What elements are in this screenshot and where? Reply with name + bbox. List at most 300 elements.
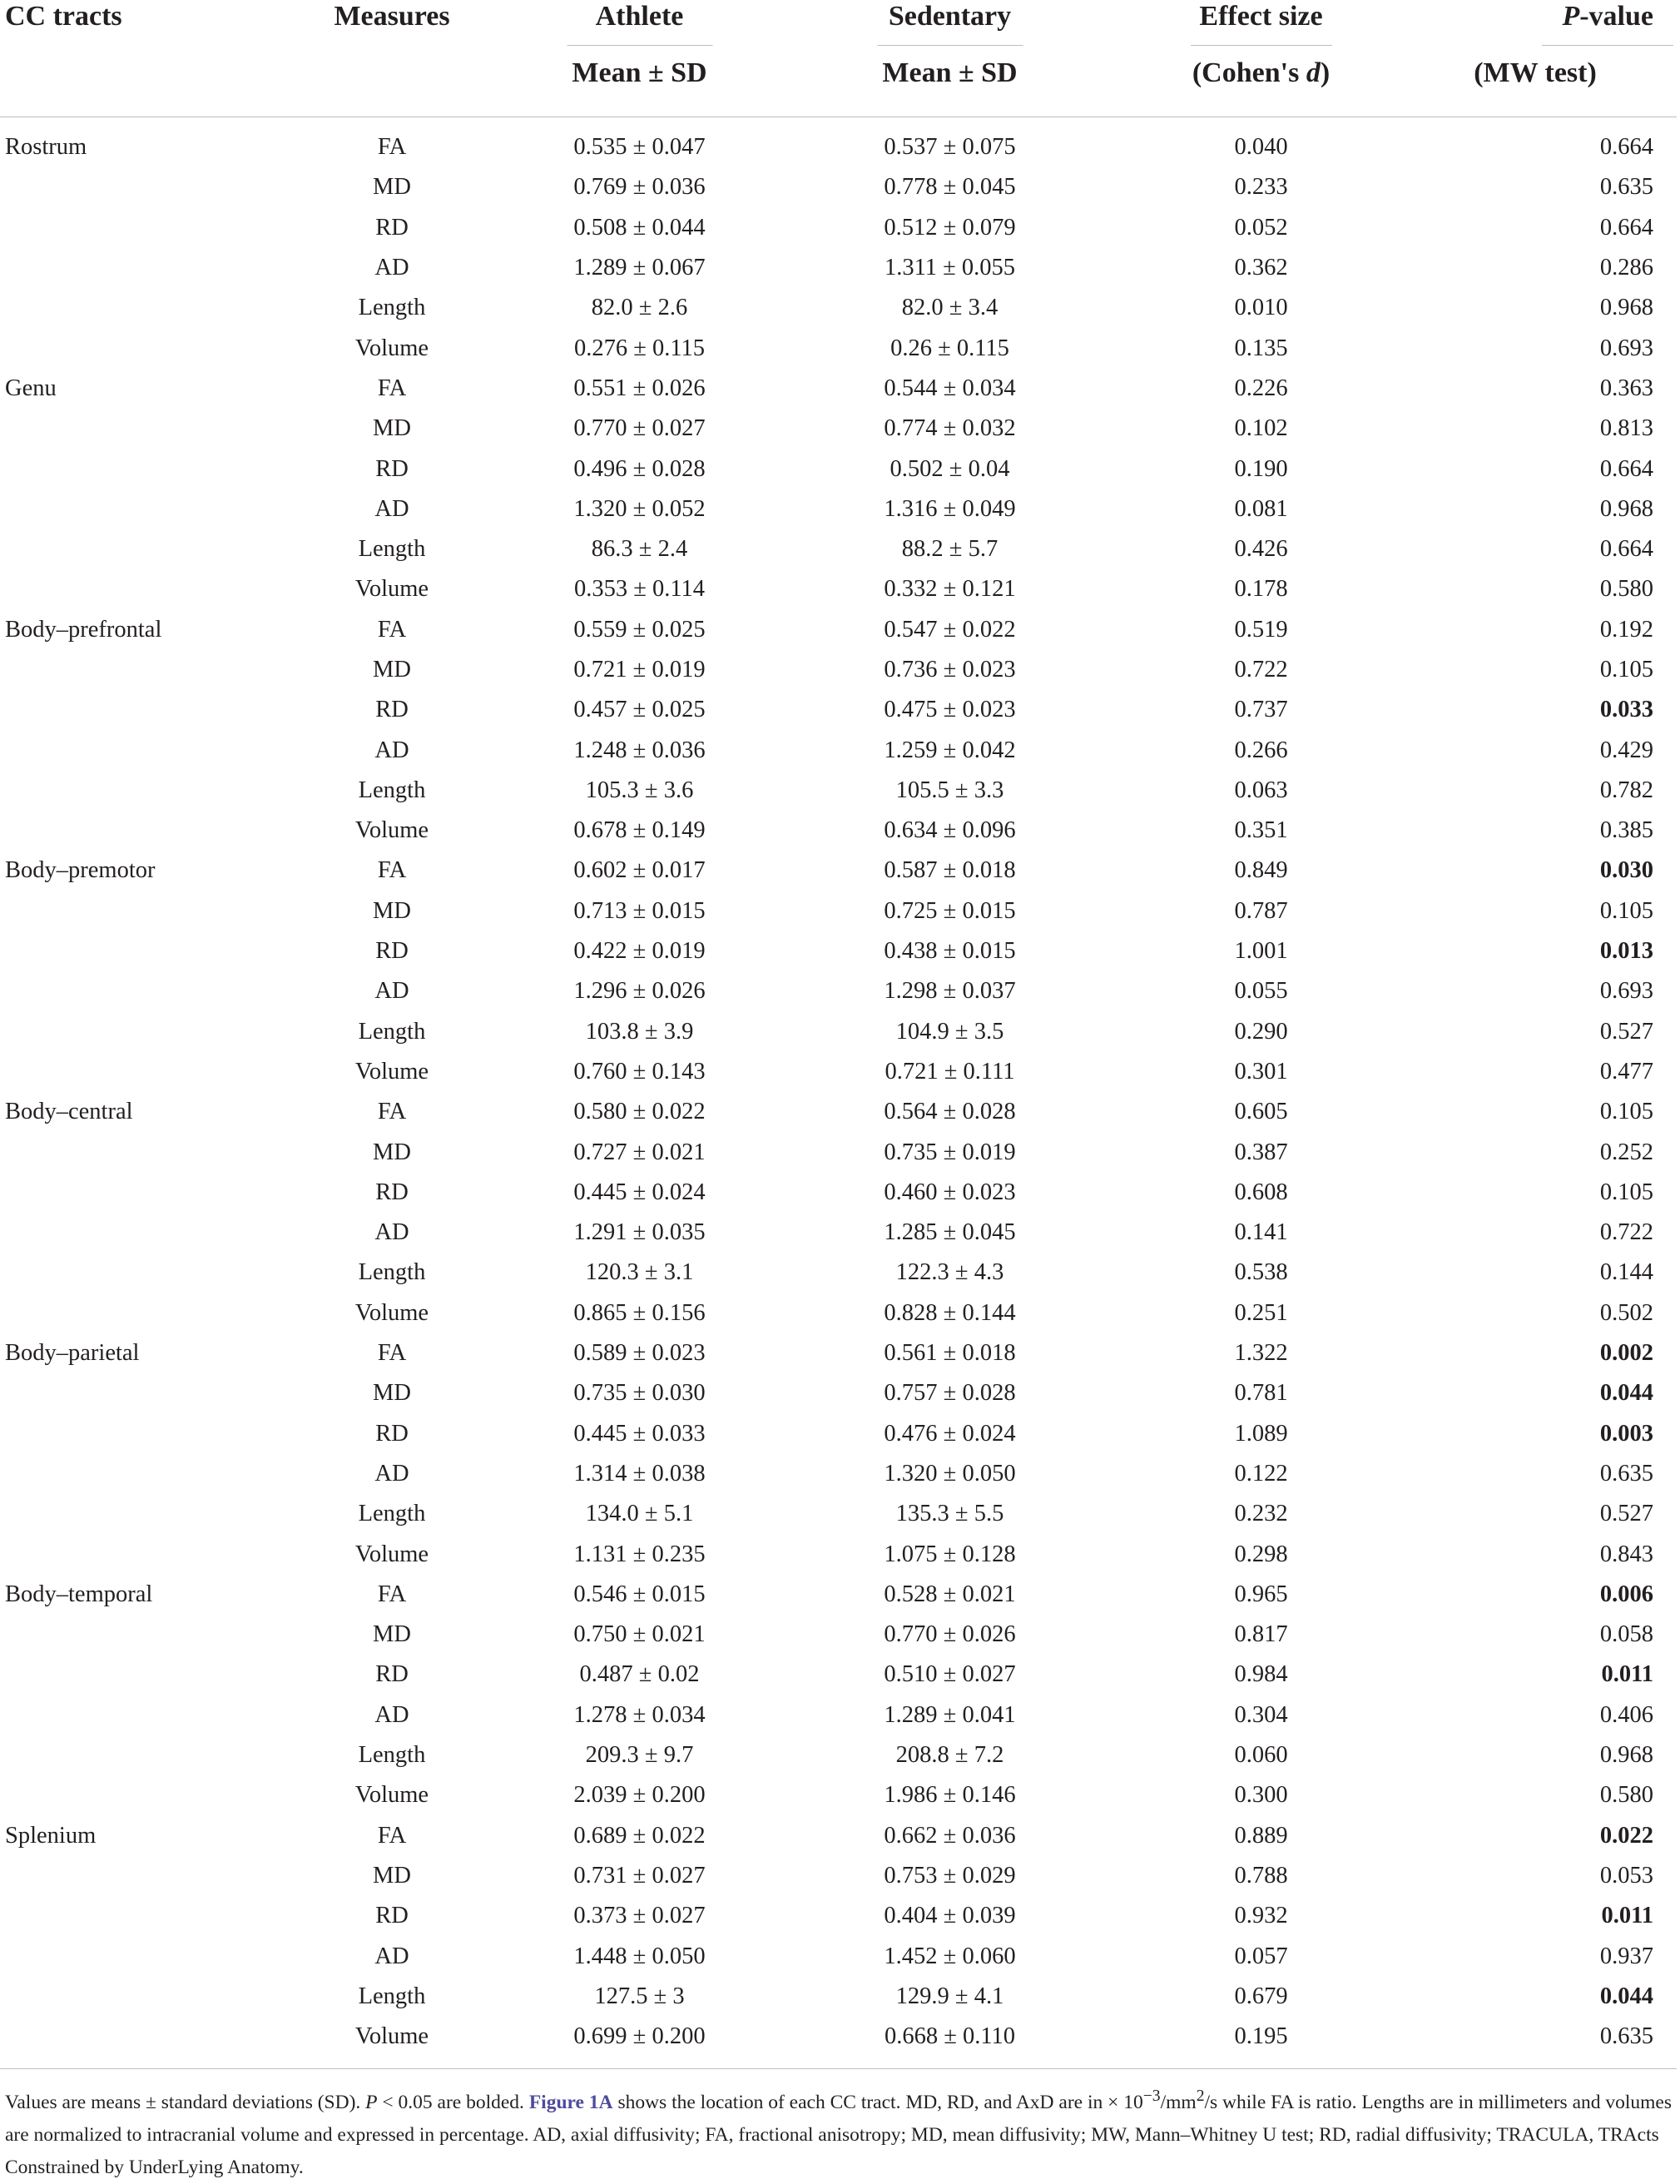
effect-size-cell: 0.679 — [1234, 1983, 1288, 2009]
measure-cell: MD — [373, 1380, 411, 1407]
tract-name-cell — [0, 1052, 300, 1092]
sedentary-cell: 0.510 ± 0.027 — [884, 1661, 1016, 1688]
header-p-value — [1417, 0, 1677, 37]
tract-name-cell — [0, 1132, 300, 1172]
table-row — [0, 971, 1677, 1011]
effect-size-cell: 0.063 — [1234, 777, 1288, 803]
table-row — [0, 771, 1677, 811]
p-value-cell: 0.022 — [1599, 1822, 1653, 1849]
measure-cell: Length — [358, 536, 426, 563]
tract-name-cell — [0, 1012, 300, 1052]
table-row — [0, 1655, 1677, 1695]
effect-size-cell: 0.141 — [1234, 1219, 1288, 1246]
footnote-text: /s while FA is ratio. Lengths are in millimeters and volumes are normalized to intracranial volume and expressed in percentage. AD, axial diffusivity; FA, fractional anisotropy; MD, mean diffusivity; MW, Mann–Whitney U test; RD, radial diffusivity; TRACULA, TRActs Constrained by UnderLying Anatomy. — [5, 2091, 1673, 2178]
table-row — [0, 931, 1677, 971]
p-value-cell: 0.693 — [1599, 335, 1653, 361]
athlete-cell: 1.289 ± 0.067 — [573, 255, 706, 281]
effect-size-cell: 0.060 — [1234, 1742, 1288, 1769]
measure-cell: Length — [358, 1501, 426, 1527]
footnote-divider — [0, 2068, 1677, 2069]
p-value-cell: 0.664 — [1599, 214, 1653, 241]
effect-size-cell: 0.251 — [1234, 1299, 1288, 1326]
athlete-cell: 0.551 ± 0.026 — [573, 375, 706, 401]
table-row — [0, 851, 1677, 891]
sedentary-cell: 1.285 ± 0.045 — [884, 1219, 1016, 1246]
sedentary-cell: 0.404 ± 0.039 — [884, 1903, 1016, 1929]
header-spacer — [300, 37, 484, 57]
effect-size-cell: 0.984 — [1234, 1661, 1288, 1688]
athlete-cell: 0.422 ± 0.019 — [573, 938, 706, 965]
table-row — [0, 1092, 1677, 1132]
effect-size-cell: 0.722 — [1234, 657, 1288, 682]
tract-name-cell — [0, 1655, 300, 1695]
table-row — [0, 529, 1677, 569]
athlete-cell: 0.353 ± 0.114 — [573, 576, 706, 603]
sedentary-cell: 0.828 ± 0.144 — [884, 1299, 1016, 1326]
athlete-cell: 0.457 ± 0.025 — [573, 697, 706, 723]
tract-name-cell: Genu — [5, 375, 57, 401]
p-value-cell: 0.058 — [1599, 1621, 1653, 1648]
measure-cell: Volume — [354, 576, 429, 603]
sedentary-cell: 0.512 ± 0.079 — [884, 214, 1016, 241]
table-footnote — [5, 2080, 1673, 2184]
sedentary-cell: 0.778 ± 0.045 — [884, 174, 1016, 201]
sedentary-cell: 1.452 ± 0.060 — [884, 1943, 1016, 1969]
tract-name-cell — [0, 1735, 300, 1775]
effect-size-cell: 0.040 — [1234, 134, 1288, 161]
effect-size-cell: 0.781 — [1234, 1380, 1288, 1407]
effect-size-cell: 0.426 — [1234, 536, 1288, 563]
table-row — [0, 1333, 1677, 1373]
table-row — [0, 650, 1677, 690]
athlete-cell: 0.496 ± 0.028 — [573, 455, 706, 482]
p-value-cell: 0.502 — [1599, 1299, 1653, 1326]
measure-cell: Length — [358, 1742, 426, 1769]
measure-cell: AD — [374, 1460, 409, 1487]
measure-cell: FA — [377, 1581, 407, 1607]
p-value-cell: 0.053 — [1599, 1862, 1653, 1889]
p-value-cell: 0.968 — [1599, 1742, 1653, 1769]
p-value-cell: 0.722 — [1599, 1219, 1653, 1246]
table-row — [0, 248, 1677, 288]
athlete-cell: 0.445 ± 0.033 — [573, 1420, 706, 1447]
sedentary-cell: 0.634 ± 0.096 — [884, 817, 1016, 844]
tract-name-cell — [0, 248, 300, 288]
sedentary-cell: 105.5 ± 3.3 — [895, 777, 1004, 803]
effect-size-cell: 1.001 — [1234, 938, 1288, 965]
sedentary-cell: 135.3 ± 5.5 — [895, 1501, 1004, 1527]
table-body — [0, 117, 1677, 2057]
p-value-cell: 0.782 — [1599, 777, 1653, 803]
table-row — [0, 449, 1677, 489]
measure-cell: MD — [373, 1862, 411, 1889]
p-value-cell: 0.580 — [1599, 576, 1653, 603]
measure-cell: AD — [374, 1219, 409, 1246]
effect-size-cell: 0.298 — [1234, 1541, 1288, 1567]
athlete-cell: 105.3 ± 3.6 — [585, 777, 694, 803]
sedentary-cell: 0.668 ± 0.110 — [884, 2023, 1016, 2050]
table-row — [0, 1735, 1677, 1775]
table-row — [0, 891, 1677, 931]
table-row — [0, 1253, 1677, 1293]
measure-cell: AD — [374, 255, 409, 281]
p-value-cell: 0.003 — [1599, 1420, 1653, 1447]
tract-name-cell — [0, 1534, 300, 1574]
effect-size-cell: 0.965 — [1234, 1581, 1288, 1607]
p-value-cell: 0.664 — [1599, 134, 1653, 161]
p-value-cell: 0.011 — [1601, 1903, 1653, 1929]
sedentary-cell: 104.9 ± 3.5 — [895, 1018, 1004, 1045]
table-row — [0, 610, 1677, 650]
header-athlete: Athlete — [595, 1, 684, 32]
effect-sub-d: d — [1306, 57, 1321, 88]
athlete-cell: 209.3 ± 9.7 — [585, 1742, 694, 1769]
effect-size-cell: 1.089 — [1234, 1420, 1288, 1447]
tract-name-cell — [0, 2017, 300, 2057]
tract-name-cell — [0, 1373, 300, 1413]
tract-name-cell — [0, 1494, 300, 1534]
footnote-exponent: −3 — [1142, 2087, 1161, 2105]
athlete-cell: 1.131 ± 0.235 — [573, 1541, 706, 1567]
p-value-cell: 0.385 — [1599, 817, 1653, 844]
effect-size-cell: 1.322 — [1234, 1340, 1288, 1367]
sedentary-cell: 0.438 ± 0.015 — [884, 938, 1016, 965]
p-value-cell: 0.144 — [1599, 1259, 1653, 1286]
table-row — [0, 117, 1677, 168]
sedentary-cell: 0.757 ± 0.028 — [884, 1380, 1016, 1407]
p-value-cell: 0.477 — [1599, 1058, 1653, 1085]
athlete-cell: 82.0 ± 2.6 — [591, 295, 688, 321]
header-spacer — [300, 57, 484, 117]
footnote-text: Values are means ± standard deviations (SD). — [5, 2091, 366, 2113]
header-sedentary-sub: Mean ± SD — [882, 57, 1018, 88]
p-value-cell: 0.044 — [1599, 1983, 1653, 2009]
table-row — [0, 1575, 1677, 1615]
sedentary-cell: 0.460 ± 0.023 — [884, 1179, 1016, 1205]
header-sedentary: Sedentary — [888, 1, 1012, 32]
p-value-cell: 0.105 — [1599, 1099, 1653, 1125]
tract-name-cell — [0, 1856, 300, 1896]
header-p-rest: -value — [1579, 1, 1653, 32]
sedentary-cell: 1.986 ± 0.146 — [884, 1782, 1016, 1809]
sedentary-cell: 1.298 ± 0.037 — [884, 978, 1016, 1005]
athlete-cell: 0.602 ± 0.017 — [573, 857, 706, 884]
effect-size-cell: 0.889 — [1234, 1822, 1288, 1849]
athlete-cell: 0.750 ± 0.021 — [573, 1621, 706, 1648]
tract-name-cell: Body–premotor — [5, 857, 156, 884]
measure-cell: MD — [373, 897, 411, 924]
effect-size-cell: 0.362 — [1234, 255, 1288, 281]
tract-name-cell — [0, 1173, 300, 1213]
measure-cell: Volume — [354, 1299, 429, 1326]
tract-name-cell — [0, 971, 300, 1011]
athlete-cell: 0.546 ± 0.015 — [573, 1581, 706, 1607]
tract-name-cell — [0, 650, 300, 690]
measure-cell: AD — [374, 495, 409, 522]
athlete-cell: 0.373 ± 0.027 — [573, 1903, 706, 1929]
athlete-cell: 1.296 ± 0.026 — [573, 978, 706, 1005]
table-row — [0, 409, 1677, 449]
sedentary-cell: 0.753 ± 0.029 — [884, 1862, 1016, 1889]
table-row — [0, 1293, 1677, 1333]
p-value-cell: 0.363 — [1599, 375, 1653, 401]
sedentary-cell: 0.332 ± 0.121 — [884, 576, 1016, 603]
tract-name-cell — [0, 1213, 300, 1253]
measure-cell: RD — [375, 1179, 409, 1205]
header-spacer — [0, 57, 300, 117]
table-row — [0, 1615, 1677, 1655]
p-value-cell: 0.011 — [1601, 1661, 1653, 1688]
p-value-cell: 0.013 — [1599, 938, 1653, 965]
tract-name-cell — [0, 1414, 300, 1454]
table-row — [0, 369, 1677, 409]
table-row — [0, 1977, 1677, 2017]
sedentary-cell: 0.528 ± 0.021 — [884, 1581, 1016, 1607]
athlete-cell: 1.278 ± 0.034 — [573, 1701, 706, 1728]
effect-size-cell: 0.605 — [1234, 1099, 1288, 1125]
tract-name-cell: Body–temporal — [5, 1581, 153, 1607]
measure-cell: FA — [377, 1099, 407, 1125]
effect-size-cell: 0.788 — [1234, 1862, 1288, 1889]
tract-name-cell — [0, 328, 300, 368]
athlete-cell: 0.559 ± 0.025 — [573, 616, 706, 643]
table-row — [0, 1213, 1677, 1253]
athlete-cell: 0.678 ± 0.149 — [573, 817, 706, 844]
table-row — [0, 1173, 1677, 1213]
athlete-cell: 0.508 ± 0.044 — [573, 214, 706, 241]
sedentary-cell: 0.725 ± 0.015 — [884, 897, 1016, 924]
effect-size-cell: 0.351 — [1234, 817, 1288, 844]
p-value-cell: 0.105 — [1599, 897, 1653, 924]
p-value-cell: 0.968 — [1599, 295, 1653, 321]
header-athlete-sub: Mean ± SD — [572, 57, 707, 88]
athlete-cell: 0.580 ± 0.022 — [573, 1099, 706, 1125]
measure-cell: RD — [375, 938, 409, 965]
tract-name-cell — [0, 1293, 300, 1333]
measure-cell: FA — [377, 616, 407, 643]
p-value-cell: 0.002 — [1599, 1340, 1653, 1367]
p-value-cell: 0.664 — [1599, 536, 1653, 563]
measure-cell: MD — [373, 174, 411, 201]
effect-size-cell: 0.932 — [1234, 1903, 1288, 1929]
sedentary-cell: 0.774 ± 0.032 — [884, 415, 1016, 442]
measure-cell: AD — [374, 1701, 409, 1728]
athlete-cell: 0.535 ± 0.047 — [573, 134, 706, 161]
table-row — [0, 1052, 1677, 1092]
measure-cell: Volume — [354, 817, 429, 844]
sedentary-cell: 129.9 ± 4.1 — [895, 1983, 1004, 2009]
athlete-cell: 0.770 ± 0.027 — [573, 415, 706, 442]
measure-cell: Volume — [354, 1058, 429, 1085]
figure-1a-link[interactable]: Figure 1A — [528, 2091, 613, 2113]
sedentary-cell: 0.721 ± 0.111 — [885, 1058, 1015, 1085]
tract-name-cell — [0, 771, 300, 811]
table-row — [0, 1494, 1677, 1534]
p-value-cell: 0.813 — [1599, 415, 1653, 442]
effect-size-cell: 0.233 — [1234, 174, 1288, 201]
sedentary-cell: 0.475 ± 0.023 — [884, 697, 1016, 723]
tract-name-cell — [0, 690, 300, 730]
table-row — [0, 569, 1677, 609]
effect-size-cell: 0.300 — [1234, 1782, 1288, 1809]
table-row — [0, 1454, 1677, 1494]
athlete-cell: 2.039 ± 0.200 — [573, 1782, 706, 1809]
athlete-cell: 103.8 ± 3.9 — [585, 1018, 694, 1045]
measure-cell: FA — [377, 857, 407, 884]
tract-name-cell — [0, 811, 300, 851]
p-value-cell: 0.192 — [1599, 616, 1653, 643]
sedentary-cell: 0.587 ± 0.018 — [884, 857, 1016, 884]
tract-name-cell — [0, 288, 300, 328]
p-value-cell: 0.664 — [1599, 455, 1653, 482]
effect-size-cell: 0.387 — [1234, 1139, 1288, 1165]
athlete-cell: 0.727 ± 0.021 — [573, 1139, 706, 1165]
p-value-cell: 0.406 — [1599, 1701, 1653, 1728]
tract-name-cell — [0, 569, 300, 609]
p-value-cell: 0.968 — [1599, 495, 1653, 522]
footnote-text: shows the location of each CC tract. MD, RD, and AxD are in × 10 — [612, 2091, 1143, 2113]
effect-size-cell: 0.290 — [1234, 1018, 1288, 1045]
table-row — [0, 1534, 1677, 1574]
p-value-cell: 0.033 — [1599, 697, 1653, 723]
tract-name-cell — [0, 167, 300, 207]
measure-cell: RD — [375, 1903, 409, 1929]
table-row — [0, 167, 1677, 207]
table-row — [0, 2017, 1677, 2057]
tract-name-cell — [0, 1454, 300, 1494]
sedentary-cell: 1.075 ± 0.128 — [884, 1541, 1016, 1567]
athlete-cell: 0.721 ± 0.019 — [573, 657, 706, 682]
effect-size-cell: 0.052 — [1234, 214, 1288, 241]
p-value-cell: 0.635 — [1599, 174, 1653, 201]
tract-name-cell — [0, 449, 300, 489]
athlete-cell: 1.314 ± 0.038 — [573, 1460, 706, 1487]
header-measures: Measures — [334, 1, 450, 32]
tract-name-cell — [0, 1615, 300, 1655]
tract-name-cell — [0, 529, 300, 569]
effect-size-cell: 0.608 — [1234, 1179, 1288, 1205]
sedentary-cell: 0.770 ± 0.026 — [884, 1621, 1016, 1648]
effect-size-cell: 0.301 — [1234, 1058, 1288, 1085]
sedentary-rule — [795, 37, 1105, 57]
table-row — [0, 1012, 1677, 1052]
table-row — [0, 1414, 1677, 1454]
measure-cell: Volume — [354, 1782, 429, 1809]
measure-cell: AD — [374, 737, 409, 763]
athlete-cell: 0.713 ± 0.015 — [573, 897, 706, 924]
p-value-cell: 0.105 — [1599, 1179, 1653, 1205]
pvalue-rule — [1417, 37, 1677, 57]
athlete-cell: 134.0 ± 5.1 — [585, 1501, 694, 1527]
p-value-cell: 0.006 — [1599, 1581, 1653, 1607]
sedentary-cell: 0.662 ± 0.036 — [884, 1822, 1016, 1849]
effect-size-cell: 0.190 — [1234, 455, 1288, 482]
table-row — [0, 1815, 1677, 1855]
athlete-cell: 127.5 ± 3 — [594, 1983, 685, 2009]
footnote-p-italic: P — [365, 2091, 378, 2113]
sedentary-cell: 0.564 ± 0.028 — [884, 1099, 1016, 1125]
measure-cell: FA — [377, 375, 407, 401]
measure-cell: MD — [373, 1621, 411, 1648]
tract-name-cell — [0, 1977, 300, 2017]
athlete-cell: 120.3 ± 3.1 — [585, 1259, 694, 1286]
athlete-rule — [484, 37, 795, 57]
p-value-cell: 0.937 — [1599, 1943, 1653, 1969]
sedentary-cell: 0.26 ± 0.115 — [890, 335, 1009, 361]
athlete-cell: 1.291 ± 0.035 — [573, 1219, 706, 1246]
effect-size-cell: 0.135 — [1234, 335, 1288, 361]
effect-size-cell: 0.226 — [1234, 375, 1288, 401]
tract-name-cell — [0, 1896, 300, 1936]
table-row — [0, 1695, 1677, 1735]
sedentary-cell: 1.320 ± 0.050 — [884, 1460, 1016, 1487]
sedentary-cell: 0.476 ± 0.024 — [884, 1420, 1016, 1447]
tract-name-cell — [0, 1253, 300, 1293]
measure-cell: FA — [377, 1822, 407, 1849]
sedentary-cell: 0.547 ± 0.022 — [884, 616, 1016, 643]
sedentary-cell: 0.561 ± 0.018 — [884, 1340, 1016, 1367]
sedentary-cell: 88.2 ± 5.7 — [901, 536, 999, 563]
measure-cell: Length — [358, 1259, 426, 1286]
table-row — [0, 690, 1677, 730]
table-row — [0, 730, 1677, 770]
effect-size-cell: 0.519 — [1234, 616, 1288, 643]
table-row — [0, 1856, 1677, 1896]
measure-cell: Volume — [354, 2023, 429, 2050]
effect-size-cell: 0.266 — [1234, 737, 1288, 763]
tract-name-cell: Rostrum — [5, 134, 87, 161]
athlete-cell: 1.448 ± 0.050 — [573, 1943, 706, 1969]
measure-cell: FA — [377, 134, 407, 161]
table-row — [0, 1775, 1677, 1815]
p-value-cell: 0.286 — [1599, 255, 1653, 281]
table-row — [0, 1132, 1677, 1172]
sedentary-cell: 0.735 ± 0.019 — [884, 1139, 1016, 1165]
p-value-cell: 0.527 — [1599, 1018, 1653, 1045]
effect-size-cell: 0.849 — [1234, 857, 1288, 884]
measure-cell: AD — [374, 1943, 409, 1969]
effect-size-cell: 0.538 — [1234, 1259, 1288, 1286]
athlete-cell: 0.731 ± 0.027 — [573, 1862, 706, 1889]
header-effect-size: Effect size — [1199, 1, 1323, 32]
measure-cell: RD — [375, 214, 409, 241]
tract-name-cell: Body–prefrontal — [5, 616, 162, 643]
table-row — [0, 328, 1677, 368]
p-value-cell: 0.030 — [1599, 857, 1653, 884]
sedentary-cell: 122.3 ± 4.3 — [895, 1259, 1004, 1286]
sedentary-cell: 1.311 ± 0.055 — [884, 255, 1016, 281]
sedentary-cell: 0.544 ± 0.034 — [884, 375, 1016, 401]
header-p-italic: P — [1562, 1, 1580, 32]
measure-cell: RD — [375, 697, 409, 723]
tract-name-cell — [0, 730, 300, 770]
effect-size-cell: 0.195 — [1234, 2023, 1288, 2050]
sedentary-cell: 208.8 ± 7.2 — [895, 1742, 1004, 1769]
tract-name-cell — [0, 208, 300, 248]
effect-size-cell: 0.010 — [1234, 295, 1288, 321]
table-row — [0, 1373, 1677, 1413]
p-value-cell: 0.105 — [1599, 657, 1653, 682]
footnote-text: < 0.05 are bolded. — [377, 2091, 529, 2113]
athlete-cell: 0.865 ± 0.156 — [573, 1299, 706, 1326]
p-value-cell: 0.580 — [1599, 1782, 1653, 1809]
sedentary-cell: 1.259 ± 0.042 — [884, 737, 1016, 763]
sedentary-cell: 0.537 ± 0.075 — [884, 134, 1016, 161]
athlete-cell: 86.3 ± 2.4 — [591, 536, 688, 563]
measure-cell: MD — [373, 415, 411, 442]
athlete-cell: 0.589 ± 0.023 — [573, 1340, 706, 1367]
table-row — [0, 208, 1677, 248]
